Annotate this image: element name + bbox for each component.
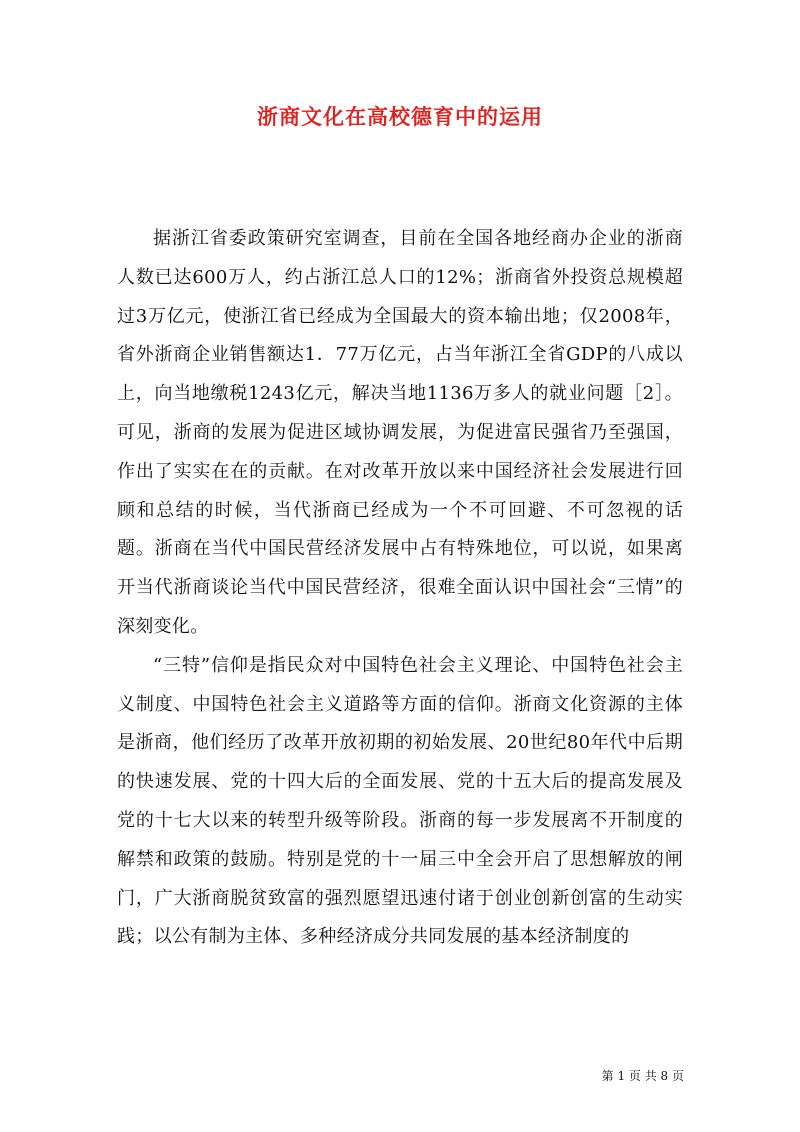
paragraph-2: “三特”信仰是指民众对中国特色社会主义理论、中国特色社会主义制度、中国特色社会主义道路等方面的信仰。浙商文化资源的主体是浙商，他们经历了改革开放初期的初始发展、20世纪80年代中后期的快速发展、党的十四大后的全面发展、党的十五大后的提高发展及党的十七大以来的转型升级等阶段。浙商的每一步发展离不开制度的解禁和政策的鼓励。特别是党的十一届三中全会开启了思想解放的闸门，广大浙商脱贫致富的强烈愿望迅速付诸于创业创新创富的生动实践；以公有制为主体、多种经济成分共同发展的基本经济制度的	[117, 654, 683, 948]
document-body	[117, 220, 683, 957]
paragraph-1: 据浙江省委政策研究室调查，目前在全国各地经商办企业的浙商人数已达600万人，约占浙江总人口的12%；浙商省外投资总规模超过3万亿元，使浙江省已经成为全国最大的资本输出地；仅2008年，省外浙商企业销售额达1．77万亿元，占当年浙江全省GDP的八成以上，向当地缴税1243亿元，解决当地1136万多人的就业问题［2］。可见，浙商的发展为促进区域协调发展，为促进富民强省乃至强国，作出了实实在在的贡献。在对改革开放以来中国经济社会发展进行回顾和总结的时候，当代浙商已经成为一个不可回避、不可忽视的话题。浙商在当代中国民营经济发展中占有特殊地位，可以说，如果离开当代浙商谈论当代中国民营经济，很难全面认识中国社会“三情”的深刻变化。	[117, 228, 683, 637]
page-number-footer: 第 1 页 共 8 页	[601, 1069, 684, 1083]
document-title: 浙商文化在高校德育中的运用	[257, 104, 543, 129]
